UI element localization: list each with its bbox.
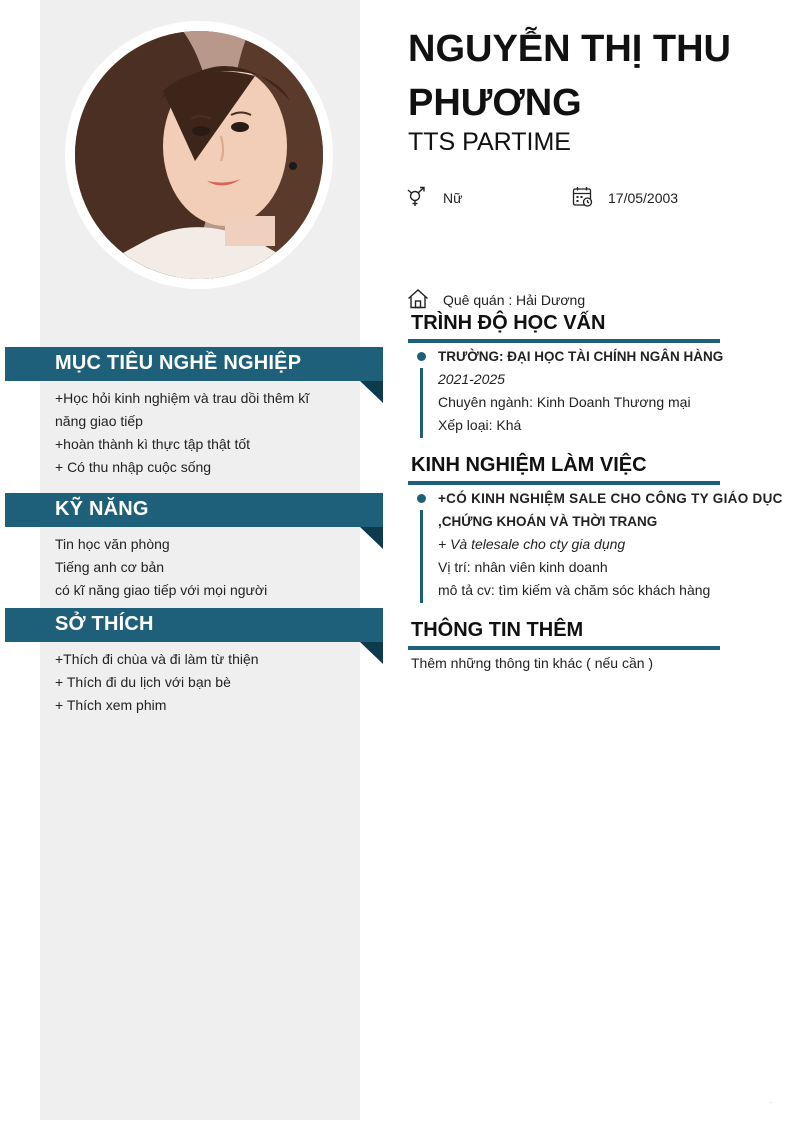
list-item: +Học hỏi kinh nghiệm và trau dồi thêm kĩ năng giao tiếp: [55, 390, 310, 429]
education-divider: [408, 339, 720, 343]
experience-timeline: [420, 510, 423, 603]
hometown-value: Hải Dương: [516, 292, 586, 308]
hobbies-fold: [360, 642, 383, 664]
education-title: TRÌNH ĐỘ HỌC VẤN: [411, 312, 606, 334]
skills-header: [5, 493, 383, 527]
objective-list: [55, 387, 335, 479]
education-timeline: [420, 368, 423, 438]
experience-headline-cont: ,CHỨNG KHOÁN VÀ THỜI TRANG: [438, 514, 658, 529]
list-item: + Thích xem phim: [55, 697, 167, 713]
avatar: [75, 31, 323, 279]
gender-icon: [407, 186, 429, 213]
experience-entry: [438, 487, 783, 602]
hobbies-title: SỞ THÍCH: [55, 613, 154, 635]
experience-headline: +CÓ KINH NGHIỆM SALE CHO CÔNG TY GIÁO DỤC: [438, 491, 783, 506]
skills-title: KỸ NĂNG: [55, 498, 149, 520]
list-item: +hoàn thành kì thực tập thật tốt: [55, 436, 251, 452]
position: Vị trí: nhân viên kinh doanh: [438, 559, 608, 575]
birthdate-value: 17/05/2003: [608, 190, 679, 206]
calendar-icon: [572, 186, 594, 213]
education-bullet: [417, 352, 426, 361]
extra-divider: [408, 646, 720, 650]
hobbies-header: [5, 608, 383, 642]
gender-value: Nữ: [443, 190, 463, 206]
objective-header: [5, 347, 383, 381]
experience-divider: [408, 481, 720, 485]
grade: Xếp loại: Khá: [438, 417, 522, 433]
hometown-label: Quê quán :: [443, 292, 513, 308]
list-item: + Có thu nhập cuộc sống: [55, 459, 212, 475]
list-item: +Thích đi chùa và đi làm từ thiện: [55, 651, 259, 667]
list-item: Tiếng anh cơ bản: [55, 559, 165, 575]
experience-bullet: [417, 494, 426, 503]
job-title: TTS PARTIME: [408, 128, 571, 156]
extra-title: THÔNG TIN THÊM: [411, 619, 584, 641]
study-period: 2021-2025: [438, 371, 505, 387]
skills-list: [55, 533, 335, 602]
major: Chuyên ngành: Kinh Doanh Thương mại: [438, 394, 691, 410]
list-item: + Thích đi du lịch với bạn bè: [55, 674, 231, 690]
objective-title: MỤC TIÊU NGHỀ NGHIỆP: [55, 352, 302, 374]
skills-fold: [360, 527, 383, 549]
education-entry: [438, 345, 723, 437]
experience-note: + Và telesale cho cty gia dụng: [438, 536, 626, 552]
job-description: mô tả cv: tìm kiếm và chăm sóc khách hàng: [438, 582, 711, 598]
objective-fold: [360, 381, 383, 403]
extra-text: Thêm những thông tin khác ( nếu cần ): [411, 655, 654, 671]
list-item: Tin học văn phòng: [55, 536, 170, 552]
home-icon: [407, 288, 429, 315]
school-name: TRƯỜNG: ĐẠI HỌC TÀI CHÍNH NGÂN HÀNG: [438, 349, 724, 364]
candidate-name: NGUYỄN THỊ THU PHƯƠNG: [408, 28, 731, 124]
hobbies-list: [55, 648, 335, 717]
page-mark: .: [770, 1099, 772, 1105]
experience-title: KINH NGHIỆM LÀM VIỆC: [411, 454, 647, 476]
list-item: có kĩ năng giao tiếp với mọi người: [55, 582, 268, 598]
